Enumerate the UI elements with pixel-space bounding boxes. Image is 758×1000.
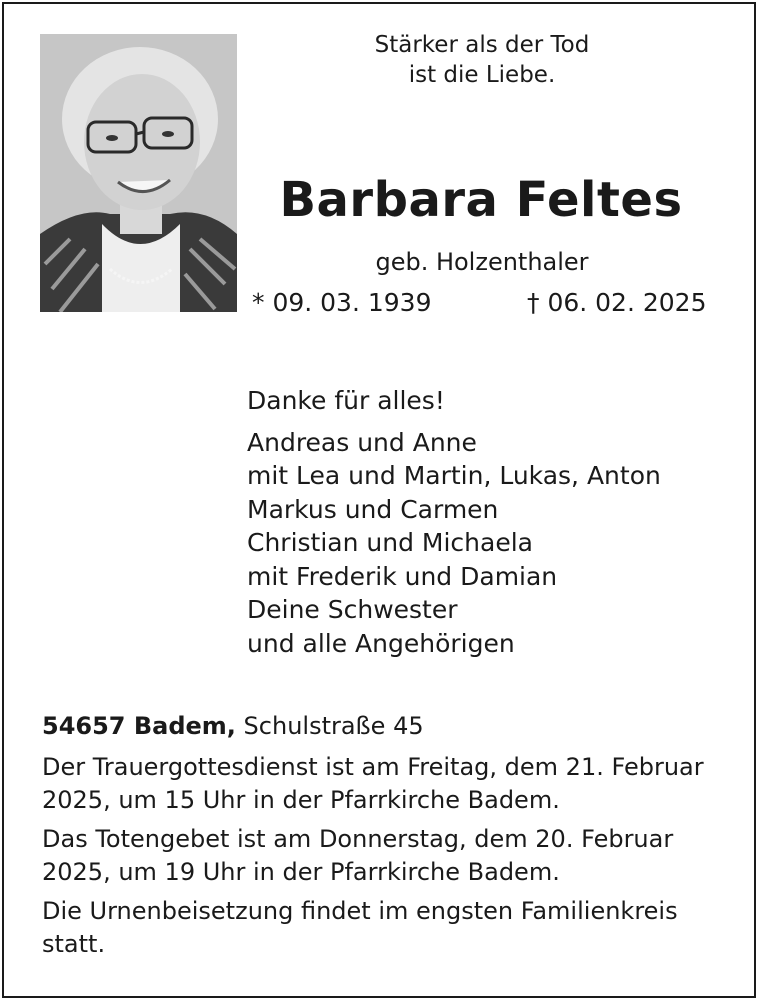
deceased-name: Barbara Feltes — [279, 172, 683, 228]
burial-text: Die Urnenbeisetzung findet im engsten Familienkreis statt. — [42, 897, 678, 958]
motto-line: Stärker als der Tod — [374, 32, 590, 58]
mourner-line: Markus und Carmen — [247, 494, 499, 524]
motto — [300, 30, 664, 90]
maiden-name: geb. Holzenthaler — [375, 248, 589, 276]
address-place: 54657 Badem, — [42, 712, 236, 740]
death-date: † 06. 02. 2025 — [527, 288, 707, 317]
thanks-line: Danke für alles! — [247, 386, 445, 415]
mourners-block — [247, 384, 661, 660]
service-details — [42, 710, 722, 967]
mourner-line: Deine Schwester — [247, 595, 458, 624]
mourner-line: Andreas und Anne — [247, 427, 477, 457]
birth-date: * 09. 03. 1939 — [252, 288, 432, 317]
mourner-line: und alle Angehörigen — [247, 628, 515, 658]
mourner-line: mit Lea und Martin, Lukas, Anton — [247, 461, 661, 490]
address — [42, 710, 722, 743]
motto-line: ist die Liebe. — [408, 62, 556, 88]
address-street: Schulstraße 45 — [235, 712, 424, 740]
mourner-line: Christian und Michaela — [247, 528, 533, 557]
prayer-text: Das Totengebet ist am Donnerstag, dem 20. Februar 2025, um 19 Uhr in der Pfarrkirche Badem. — [42, 825, 674, 886]
funeral-service-text: Der Trauergottesdienst ist am Freitag, dem 21. Februar 2025, um 15 Uhr in der Pfarrkirche Badem. — [42, 753, 704, 814]
mourner-line: mit Frederik und Damian — [247, 561, 558, 591]
portrait-photo — [40, 34, 237, 312]
